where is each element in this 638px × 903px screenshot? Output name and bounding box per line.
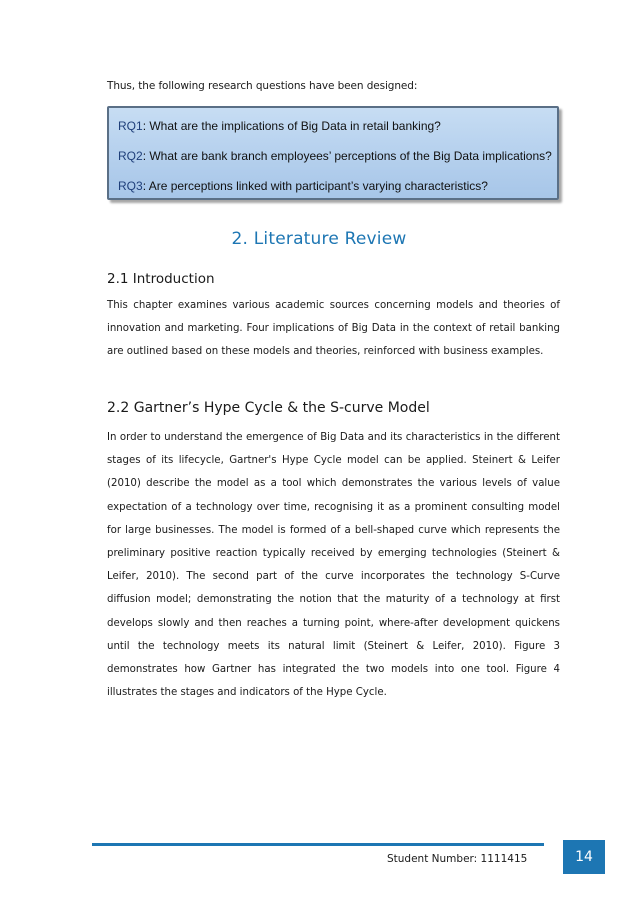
intro-text: Thus, the following research questions have been designed:	[107, 80, 418, 92]
research-question-2-key: RQ2	[118, 149, 143, 163]
research-question-2	[118, 149, 552, 163]
research-question-1	[118, 119, 441, 133]
hype-cycle-paragraph: In order to understand the emergence of Big Data and its characteristics in the different stages of its lifecycle, Gartner's Hype Cycle model can be applied. Steinert & Leifer (2010) describe the model as a tool which demonstrates the various levels of value expectation of a technology over time, recognising it as a prominent consulting model for large businesses. The model is formed of a bell-shaped curve which represents the preliminary positive reaction typically received by emerging technologies (Steinert & Leifer, 2010). The second part of the curve incorporates the technology S-Curve diffusion model; demonstrating the notion that the maturity of a technology at first develops slowly and then reaches a turning point, where-after development quickens until the technology meets its natural limit (Steinert & Leifer, 2010). Figure 3 demonstrates how Gartner has integrated the two models into one tool. Figure 4 illustrates the stages and indicators of the Hype Cycle.	[107, 432, 560, 699]
subsection-heading-introduction: 2.1 Introduction	[107, 271, 215, 287]
page-number: 14	[575, 849, 593, 865]
footer-student-number: Student Number: 1111415	[387, 853, 528, 865]
research-question-2-text: : What are bank branch employees’ perceptions of the Big Data implications?	[142, 149, 552, 163]
research-question-3-text: : Are perceptions linked with participant’s varying characteristics?	[142, 179, 488, 193]
section-title: 2. Literature Review	[231, 229, 407, 249]
introduction-paragraph: This chapter examines various academic sources concerning models and theories of innovation and marketing. Four implications of Big Data in the context of retail banking are outlined based on these models and theories, reinforced with business examples.	[107, 300, 560, 358]
research-question-3	[118, 179, 488, 193]
research-question-1-text: : What are the implications of Big Data in retail banking?	[142, 119, 441, 133]
page-number-badge	[563, 840, 605, 874]
research-question-1-key: RQ1	[118, 119, 143, 133]
research-question-3-key: RQ3	[118, 179, 143, 193]
footer-divider	[92, 843, 544, 846]
research-questions-box	[107, 106, 559, 200]
subsection-heading-hype-cycle: 2.2 Gartner’s Hype Cycle & the S-curve Model	[107, 400, 430, 416]
